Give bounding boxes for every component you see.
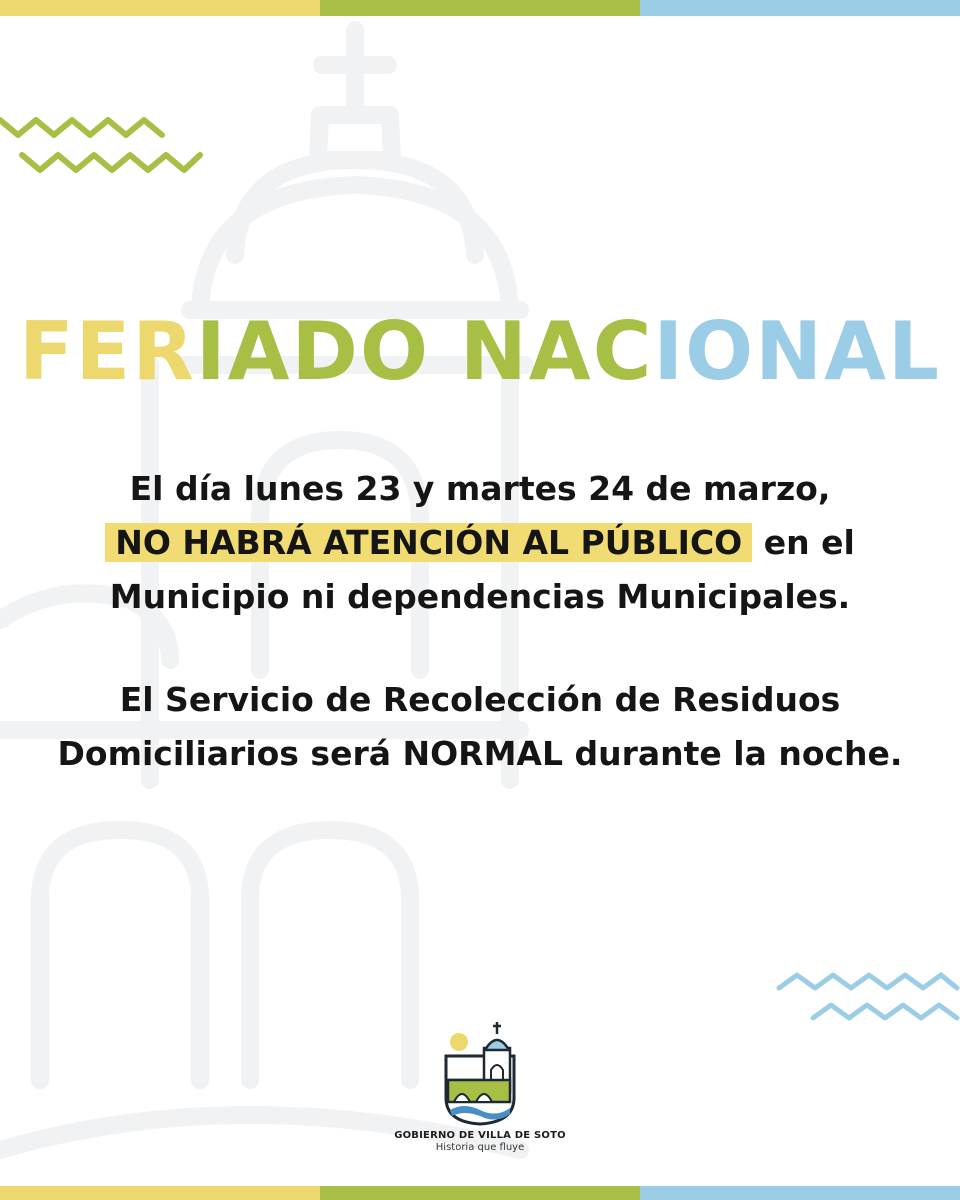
notice-line-3: Municipio ni dependencias Municipales. [109, 577, 851, 616]
title-part-blue: IONAL [653, 305, 942, 398]
logo-tagline: Historia que fluye [435, 1142, 525, 1153]
stripe-yellow [0, 1186, 320, 1200]
title-part-green: IADO NAC [195, 305, 654, 398]
stripe-green [320, 0, 640, 16]
notice-line-1: El día lunes 23 y martes 24 de marzo, [129, 469, 831, 508]
closure-notice [0, 462, 960, 624]
notice-highlight: NO HABRÁ ATENCIÓN AL PÚBLICO [105, 523, 752, 562]
stripe-green [320, 1186, 640, 1200]
zigzag-right-icon [775, 970, 960, 1030]
stripe-blue [640, 0, 960, 16]
service-line-1: El Servicio de Recolección de Residuos [119, 680, 841, 719]
stripe-blue [640, 1186, 960, 1200]
stripe-yellow [0, 0, 320, 16]
title-part-yellow: FER [18, 305, 196, 398]
waste-service-notice [0, 673, 960, 781]
top-color-stripe [0, 0, 960, 16]
page-title [0, 305, 960, 398]
church-bridge-emblem-icon [440, 1018, 520, 1126]
zigzag-left-icon [0, 110, 210, 180]
service-line-2: Domiciliarios será NORMAL durante la noche. [57, 734, 903, 773]
notice-line-2 [0, 516, 960, 570]
notice-line-2-tail: en el [752, 523, 855, 562]
logo-name: GOBIERNO DE VILLA DE SOTO [394, 1130, 566, 1141]
bottom-color-stripe [0, 1186, 960, 1200]
municipal-logo [380, 1018, 580, 1153]
